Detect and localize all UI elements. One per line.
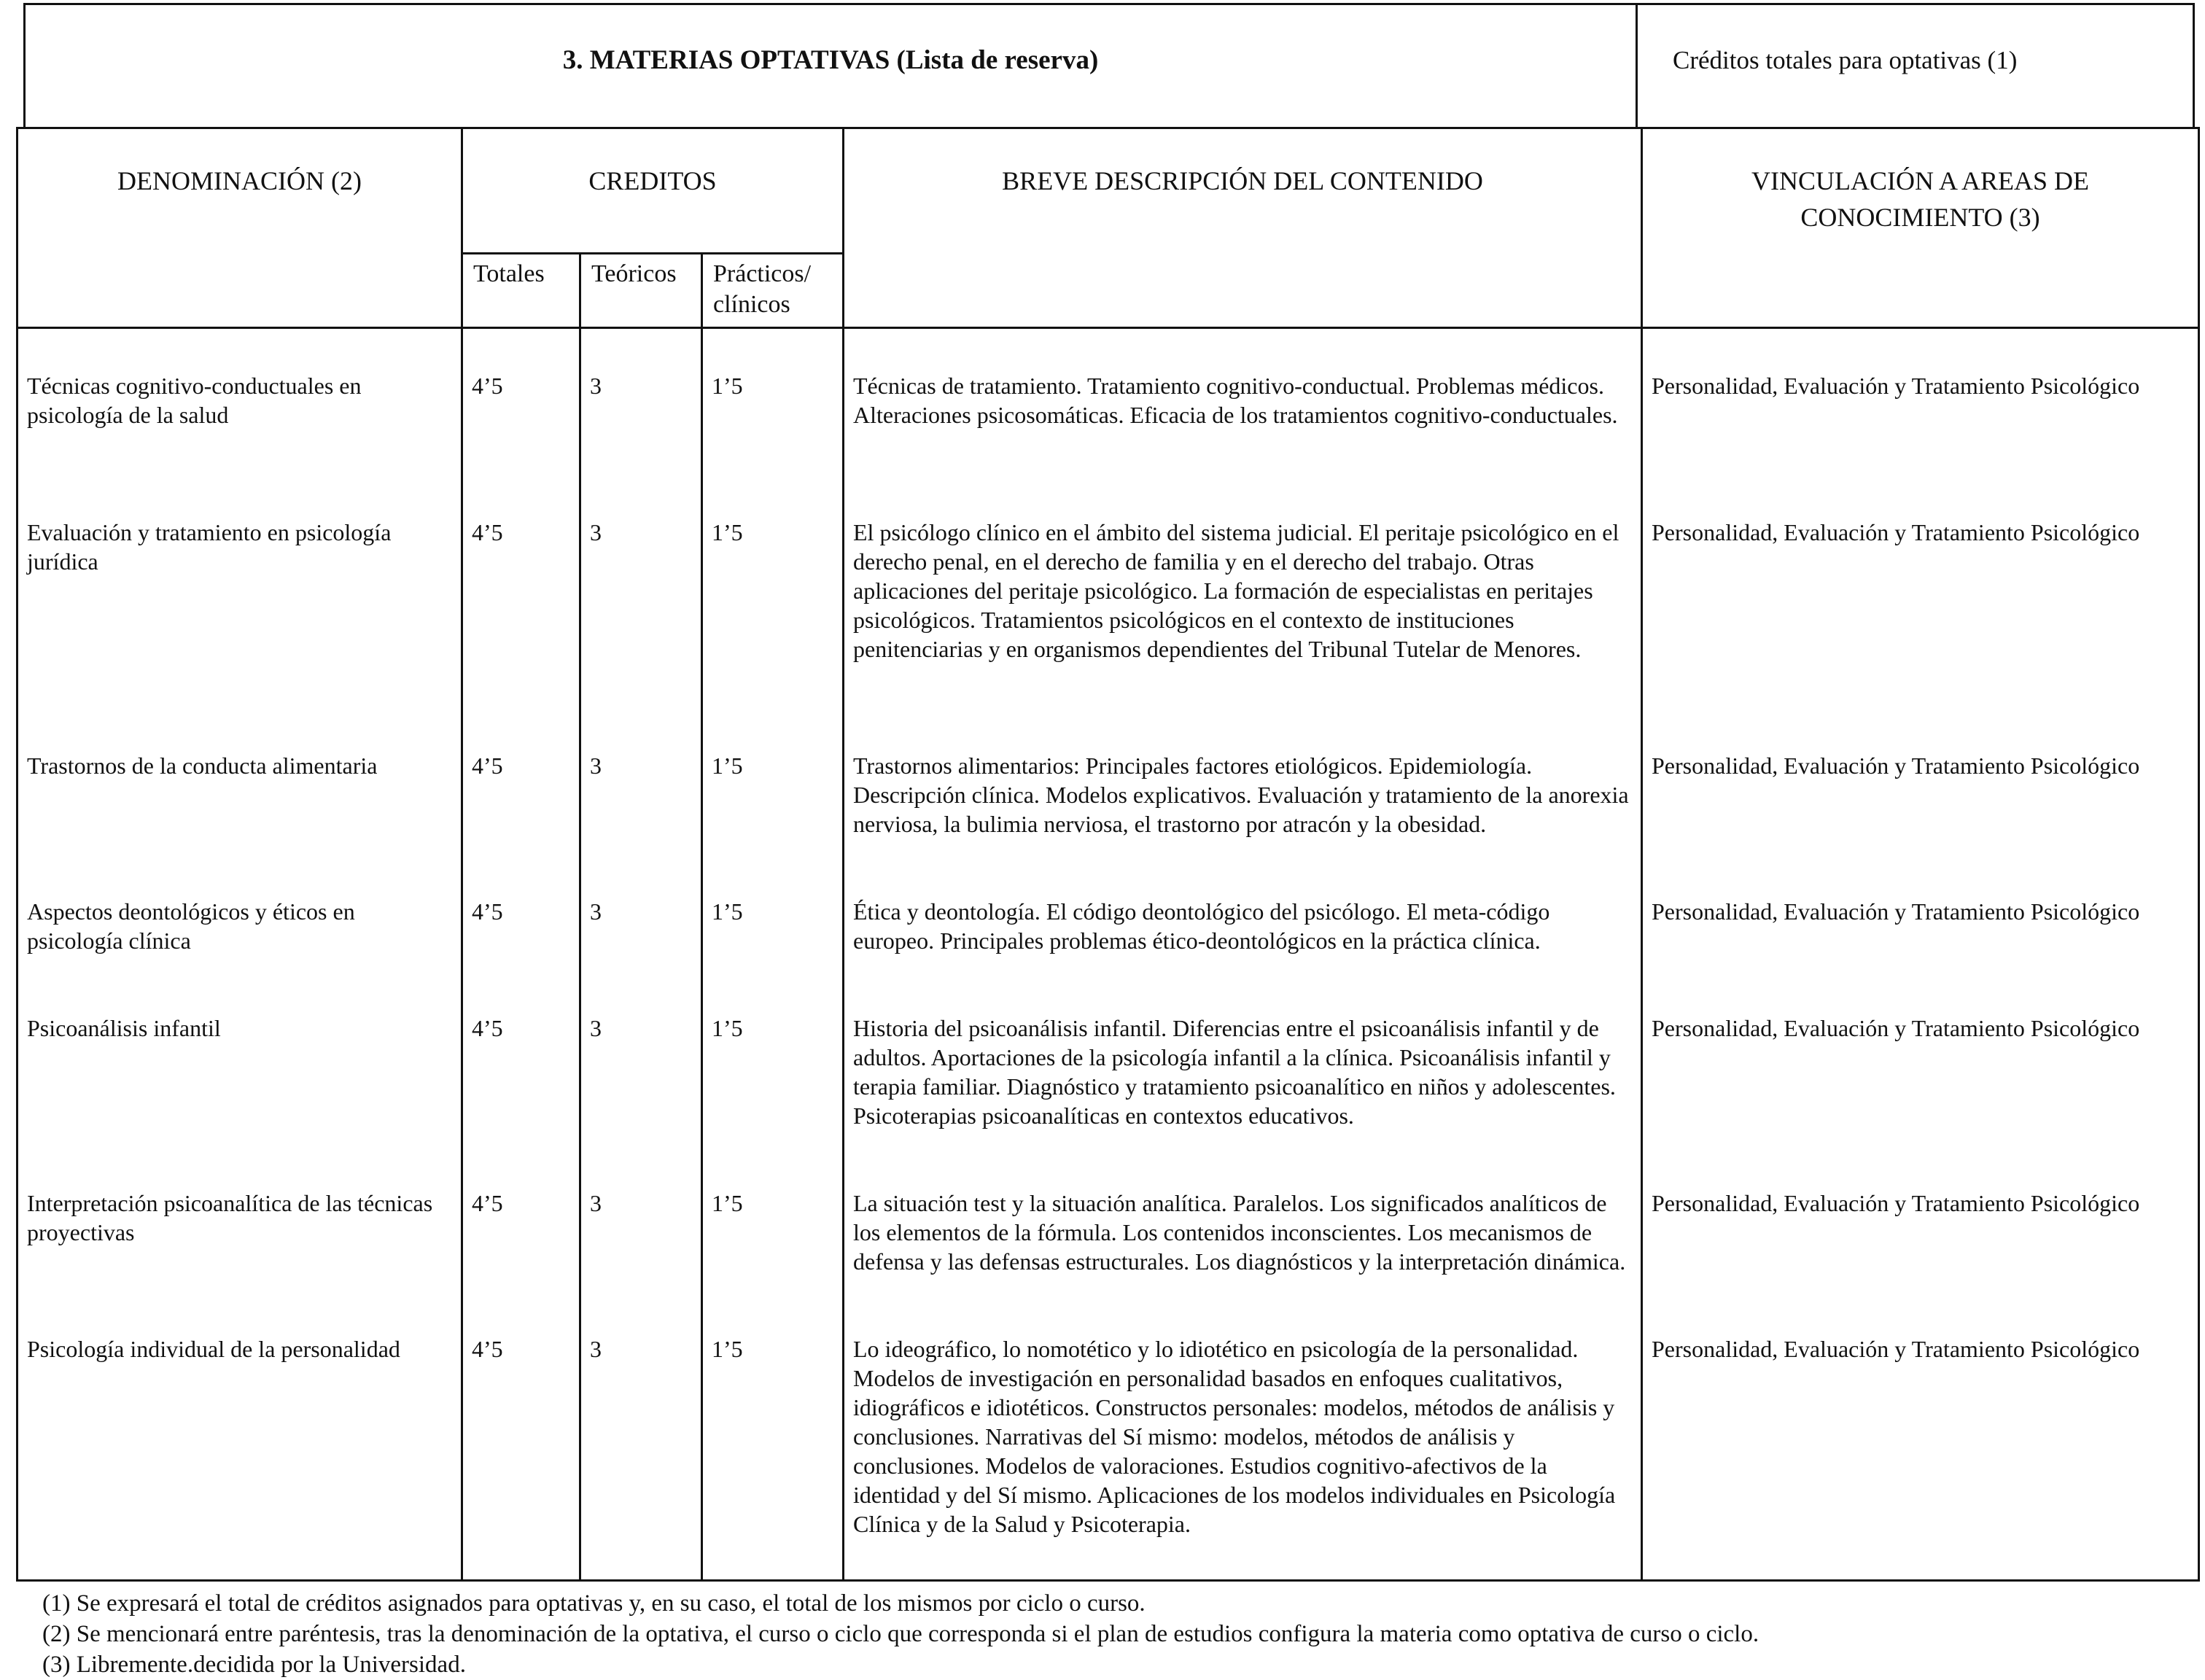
row-name: Evaluación y tratamiento en psicología jurídica: [18, 472, 462, 706]
row-description: Ética y deontología. El código deontológico del psicólogo. El meta-código europeo. Principales problemas ético-deontológicos en la práctica clínica.: [844, 852, 1642, 968]
credits-total-label: Créditos totales para optativas (1): [1638, 3, 2195, 128]
row-name: Trastornos de la conducta alimentaria: [18, 706, 462, 852]
row-teoricos: 3: [580, 706, 702, 852]
footnotes: [42, 1588, 2186, 1680]
table-row: [18, 472, 2199, 706]
row-description: La situación test y la situación analítica. Paralelos. Los significados analíticos de los elementos de la fórmula. Los contenidos inconscientes. Los mecanismos de defensa y las defensas estructurales. Los diagnósticos y la interpretación dinámica.: [844, 1143, 1642, 1289]
row-totales: 4’5: [462, 968, 580, 1143]
row-totales: 4’5: [462, 328, 580, 472]
table-row: [18, 328, 2199, 472]
footnote: (1) Se expresará el total de créditos asignados para optativas y, en su caso, el total de los mismos por ciclo o curso.: [42, 1590, 1146, 1617]
row-teoricos: 3: [580, 328, 702, 472]
row-name: Aspectos deontológicos y éticos en psicología clínica: [18, 852, 462, 968]
row-area: Personalidad, Evaluación y Tratamiento Psicológico: [1642, 968, 2199, 1143]
row-description: Historia del psicoanálisis infantil. Diferencias entre el psicoanálisis infantil y de adultos. Aportaciones de la psicología infantil a la clínica. Psicoanálisis infantil y terapia familiar. Diagnóstico y tratamiento psicoanalítico en niños y adolescentes. Psicoterapias psicoanalíticas en contextos educativos.: [844, 968, 1642, 1143]
row-teoricos: 3: [580, 472, 702, 706]
column-header-teoricos: Teóricos: [580, 254, 702, 328]
row-practicos: 1’5: [702, 1289, 844, 1581]
table-row: [18, 852, 2199, 968]
row-name: Psicología individual de la personalidad: [18, 1289, 462, 1581]
row-area: Personalidad, Evaluación y Tratamiento Psicológico: [1642, 706, 2199, 852]
column-header-descripcion: BREVE DESCRIPCIÓN DEL CONTENIDO: [844, 128, 1642, 328]
row-totales: 4’5: [462, 472, 580, 706]
row-practicos: 1’5: [702, 472, 844, 706]
row-description: Técnicas de tratamiento. Tratamiento cognitivo-conductual. Problemas médicos. Alteraciones psicosomáticas. Eficacia de los tratamientos cognitivo-conductuales.: [844, 328, 1642, 472]
column-header-totales: Totales: [462, 254, 580, 328]
row-teoricos: 3: [580, 1143, 702, 1289]
row-description: Lo ideográfico, lo nomotético y lo idiotético en psicología de la personalidad. Modelos de investigación en personalidad basados en enfoques cualitativos, idiográficos e idiotéticos. Constructos personales: modelos, métodos de análisis y conclusiones. Narrativas del Sí mismo: modelos, métodos de análisis y conclusiones. Modelos de valoraciones. Estudios cognitivo-afectivos de la identidad y del Sí mismo. Aplicaciones de los modelos individuales en Psicología Clínica y de la Salud y Psicoterapia.: [844, 1289, 1642, 1581]
table-row: [18, 706, 2199, 852]
row-practicos: 1’5: [702, 706, 844, 852]
row-teoricos: 3: [580, 852, 702, 968]
row-description: El psicólogo clínico en el ámbito del sistema judicial. El peritaje psicológico en el derecho penal, en el derecho de familia y en el derecho del trabajo. Otras aplicaciones del peritaje psicológico. La formación de especialistas en peritajes psicológicos. Tratamientos psicológicos en el contexto de instituciones penitenciarias y en organismos dependientes del Tribunal Tutelar de Menores.: [844, 472, 1642, 706]
row-area: Personalidad, Evaluación y Tratamiento Psicológico: [1642, 1143, 2199, 1289]
row-description: Trastornos alimentarios: Principales factores etiológicos. Epidemiología. Descripción clínica. Modelos explicativos. Evaluación y tratamiento de la anorexia nerviosa, la bulimia nerviosa, el trastorno por atracón y la obesidad.: [844, 706, 1642, 852]
section-title: 3. MATERIAS OPTATIVAS (Lista de reserva): [23, 3, 1638, 128]
row-totales: 4’5: [462, 1289, 580, 1581]
row-practicos: 1’5: [702, 1143, 844, 1289]
footnote: (2) Se mencionará entre paréntesis, tras la denominación de la optativa, el curso o ciclo que corresponda si el plan de estudios configura la materia como optativa de curso o ciclo.: [42, 1621, 1759, 1647]
row-name: Técnicas cognitivo-conductuales en psicología de la salud: [18, 328, 462, 472]
footnote: (3) Libremente.decidida por la Universidad.: [42, 1652, 466, 1678]
row-totales: 4’5: [462, 1143, 580, 1289]
table-row: [18, 968, 2199, 1143]
row-name: Psicoanálisis infantil: [18, 968, 462, 1143]
column-header-vinculacion: VINCULACIÓN A AREAS DE CONOCIMIENTO (3): [1642, 128, 2199, 328]
row-totales: 4’5: [462, 852, 580, 968]
row-area: Personalidad, Evaluación y Tratamiento Psicológico: [1642, 852, 2199, 968]
row-area: Personalidad, Evaluación y Tratamiento Psicológico: [1642, 1289, 2199, 1581]
row-teoricos: 3: [580, 968, 702, 1143]
table-row: [18, 1289, 2199, 1581]
column-header-creditos: CREDITOS: [462, 128, 844, 254]
section-header: [23, 3, 2195, 128]
row-area: Personalidad, Evaluación y Tratamiento Psicológico: [1642, 472, 2199, 706]
column-header-denominacion: DENOMINACIÓN (2): [18, 128, 462, 328]
row-practicos: 1’5: [702, 968, 844, 1143]
row-area: Personalidad, Evaluación y Tratamiento Psicológico: [1642, 328, 2199, 472]
table-row: [18, 1143, 2199, 1289]
row-totales: 4’5: [462, 706, 580, 852]
row-teoricos: 3: [580, 1289, 702, 1581]
row-practicos: 1’5: [702, 852, 844, 968]
row-practicos: 1’5: [702, 328, 844, 472]
column-header-practicos: Prácticos/ clínicos: [702, 254, 844, 328]
row-name: Interpretación psicoanalítica de las técnicas proyectivas: [18, 1143, 462, 1289]
optativas-table: [16, 127, 2200, 1582]
